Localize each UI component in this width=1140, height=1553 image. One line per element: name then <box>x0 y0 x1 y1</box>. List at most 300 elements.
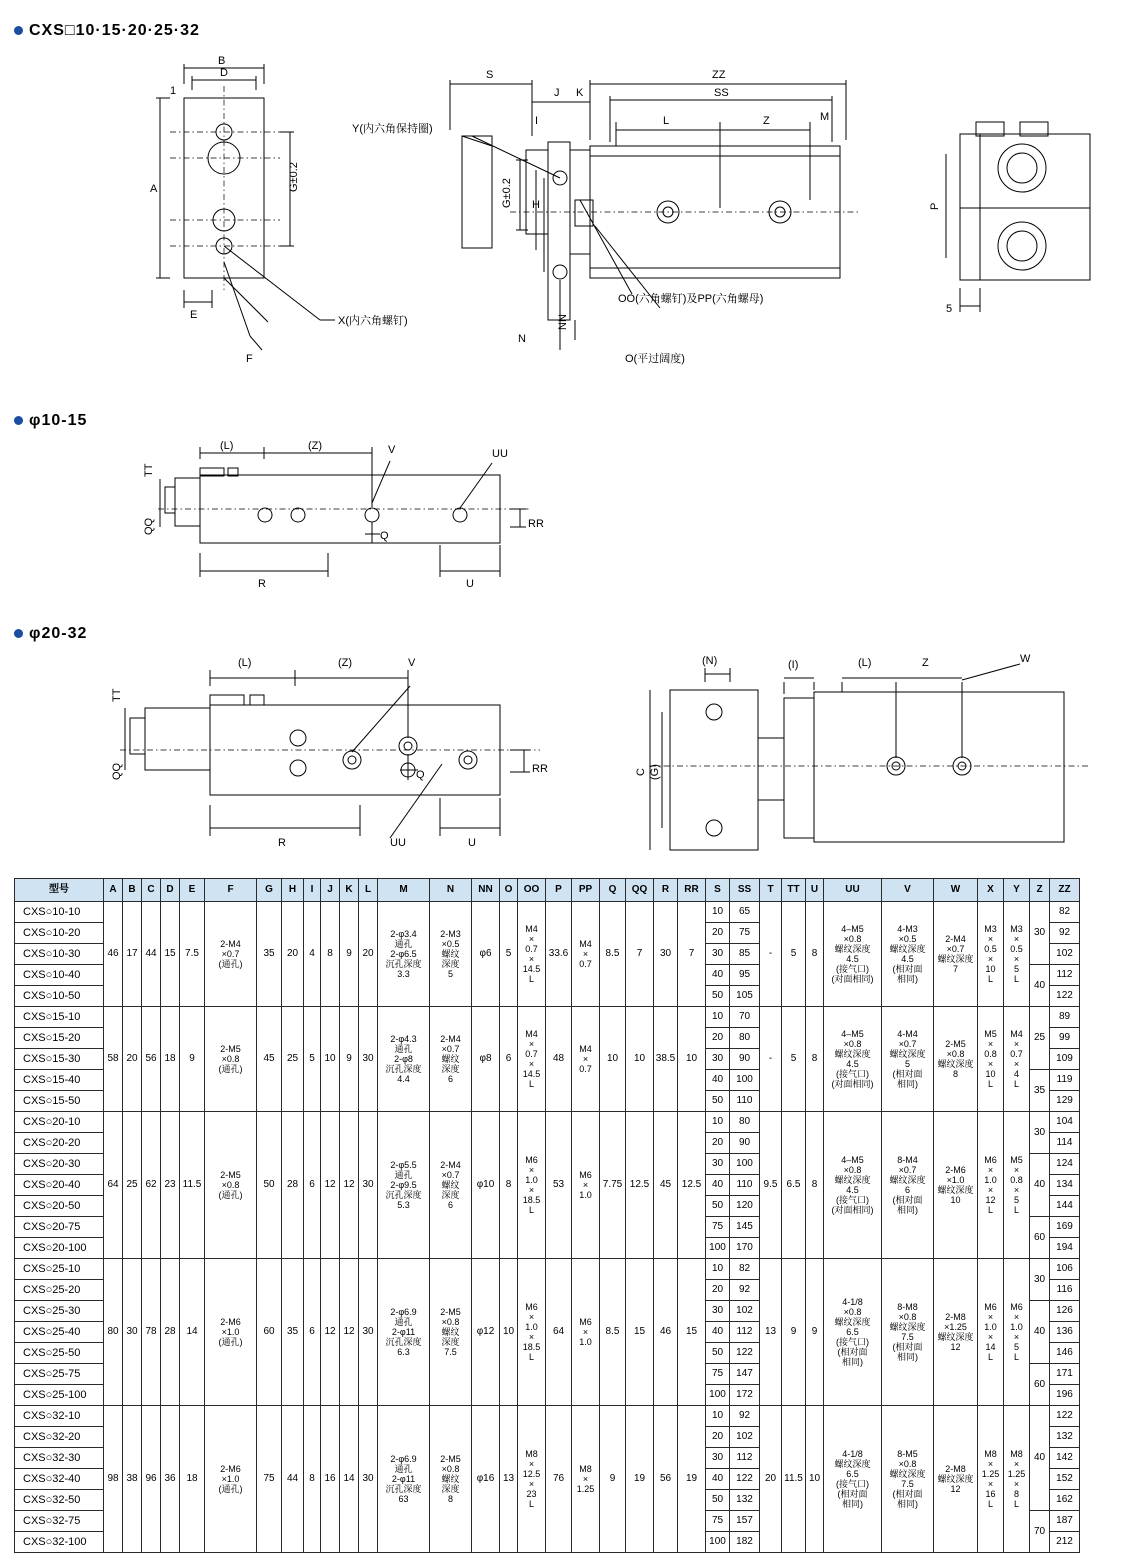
label-O: O(平过阔度) <box>625 353 685 365</box>
cell-zz: 114 <box>1050 1133 1080 1154</box>
cell-ss: 80 <box>730 1028 760 1049</box>
dim-Z2: (Z) <box>338 657 353 669</box>
cell-d: 36 <box>161 1406 180 1553</box>
dim-E: E <box>190 309 198 321</box>
table-row <box>15 902 1080 923</box>
cell-zz: 212 <box>1050 1532 1080 1553</box>
cell-u: 8 <box>806 1007 824 1112</box>
model-code: CXS○20-10 <box>15 1112 104 1133</box>
cell-z: 30 <box>1030 1259 1050 1301</box>
cell-rr: 10 <box>678 1007 706 1112</box>
table-header-e: E <box>180 879 205 902</box>
dim-L3: (L) <box>858 657 872 669</box>
cell-a: 98 <box>104 1406 123 1553</box>
cell-b: 20 <box>123 1007 142 1112</box>
cell-j: 10 <box>321 1007 340 1112</box>
table-header-h: H <box>282 879 304 902</box>
cell-n: 2-M3 ×0.5 螺纹 深度 5 <box>430 902 472 1007</box>
cell-q: 7.75 <box>600 1112 626 1259</box>
cell-l: 30 <box>359 1112 378 1259</box>
cell-zz: 136 <box>1050 1322 1080 1343</box>
cell-v: 8-M8 ×0.8 螺纹深度 7.5 (相对面 相同) <box>882 1259 934 1406</box>
label-OO: OO(六角螺钉)及PP(六角螺母) <box>618 293 764 305</box>
cell-zz: 104 <box>1050 1112 1080 1133</box>
cell-b: 25 <box>123 1112 142 1259</box>
cell-s: 30 <box>706 944 730 965</box>
dim-Q2: Q <box>416 769 425 781</box>
cell-zz: 122 <box>1050 986 1080 1007</box>
cell-q: 8.5 <box>600 1259 626 1406</box>
table-header-j: J <box>321 879 340 902</box>
cell-k: 12 <box>340 1259 359 1406</box>
dim-S: S <box>486 69 494 81</box>
dim-Z: Z <box>763 115 770 127</box>
cell-k: 12 <box>340 1112 359 1259</box>
table-header-qq: QQ <box>626 879 654 902</box>
table-header-ss: SS <box>730 879 760 902</box>
cell-i: 6 <box>304 1112 321 1259</box>
table-header-d: D <box>161 879 180 902</box>
cell-p: 48 <box>546 1007 572 1112</box>
cell-qq: 15 <box>626 1259 654 1406</box>
cell-pp: M8 × 1.25 <box>572 1406 600 1553</box>
cell-s: 40 <box>706 1175 730 1196</box>
cell-tt: 11.5 <box>782 1406 806 1553</box>
cell-l: 20 <box>359 902 378 1007</box>
cell-r: 45 <box>654 1112 678 1259</box>
cell-ss: 112 <box>730 1448 760 1469</box>
model-code: CXS○20-20 <box>15 1133 104 1154</box>
cell-x: M6 × 1.0 × 14 L <box>978 1259 1004 1406</box>
drawing-phi10-15 <box>140 435 660 605</box>
cell-z: 30 <box>1030 1112 1050 1154</box>
model-code: CXS○10-40 <box>15 965 104 986</box>
cell-zz: 162 <box>1050 1490 1080 1511</box>
table-header-o: O <box>500 879 518 902</box>
cell-ss: 70 <box>730 1007 760 1028</box>
model-code: CXS○25-10 <box>15 1259 104 1280</box>
cell-a: 58 <box>104 1007 123 1112</box>
cell-v: 4-M4 ×0.7 螺纹深度 5 (相对面 相同) <box>882 1007 934 1112</box>
cell-s: 75 <box>706 1217 730 1238</box>
drawing-phi20-32 <box>90 650 1110 865</box>
cell-ss: 157 <box>730 1511 760 1532</box>
table-header-a: A <box>104 879 123 902</box>
dim-QQ: QQ <box>143 517 155 535</box>
cell-g: 45 <box>257 1007 282 1112</box>
cell-m: 2-φ3.4 通孔 2-φ6.5 沉孔深度 3.3 <box>378 902 430 1007</box>
cell-uu: 4–M5 ×0.8 螺纹深度 4.5 (接气口) (对面相同) <box>824 1112 882 1259</box>
cell-oo: M4 × 0.7 × 14.5 L <box>518 1007 546 1112</box>
cell-q: 9 <box>600 1406 626 1553</box>
cell-o: 8 <box>500 1112 518 1259</box>
table-header-rr: RR <box>678 879 706 902</box>
table-header-q: Q <box>600 879 626 902</box>
cell-o: 5 <box>500 902 518 1007</box>
cell-l: 30 <box>359 1406 378 1553</box>
dim-G3: (G) <box>649 764 661 780</box>
cell-i: 5 <box>304 1007 321 1112</box>
table-header-r: R <box>654 879 678 902</box>
cell-s: 50 <box>706 986 730 1007</box>
cell-m: 2-φ5.5 通孔 2-φ9.5 沉孔深度 5.3 <box>378 1112 430 1259</box>
cell-x: M3 × 0.5 × 10 L <box>978 902 1004 1007</box>
label-X: X(内六角螺钉) <box>338 315 408 327</box>
cell-s: 10 <box>706 1112 730 1133</box>
section-title-3: φ20-32 <box>14 625 87 643</box>
cell-n: 2-M4 ×0.7 螺纹 深度 6 <box>430 1007 472 1112</box>
spec-table-wrapper <box>14 878 1126 1553</box>
cell-zz: 116 <box>1050 1280 1080 1301</box>
dim-D: D <box>220 67 228 79</box>
dim-C: C <box>635 768 647 776</box>
cell-b: 38 <box>123 1406 142 1553</box>
dim-G2: G±0.2 <box>501 178 513 208</box>
model-code: CXS○25-30 <box>15 1301 104 1322</box>
cell-z: 30 <box>1030 902 1050 965</box>
dim-F: F <box>246 353 253 365</box>
cell-w: 2-M4 ×0.7 螺纹深度 7 <box>934 902 978 1007</box>
cell-ss: 80 <box>730 1112 760 1133</box>
cell-i: 4 <box>304 902 321 1007</box>
cell-a: 46 <box>104 902 123 1007</box>
cell-u: 10 <box>806 1406 824 1553</box>
cell-z: 60 <box>1030 1364 1050 1406</box>
table-header-n: N <box>430 879 472 902</box>
table-header-t: T <box>760 879 782 902</box>
dim-N2: (N) <box>702 655 718 667</box>
cell-zz: 187 <box>1050 1511 1080 1532</box>
cell-y: M6 × 1.0 × 5 L <box>1004 1259 1030 1406</box>
cell-c: 44 <box>142 902 161 1007</box>
cell-s: 100 <box>706 1238 730 1259</box>
cell-v: 8-M5 ×0.8 螺纹深度 7.5 (相对面 相同) <box>882 1406 934 1553</box>
table-row <box>15 1112 1080 1133</box>
table-header-p: P <box>546 879 572 902</box>
table-header-tt: TT <box>782 879 806 902</box>
cell-ss: 82 <box>730 1259 760 1280</box>
cell-zz: 122 <box>1050 1406 1080 1427</box>
table-header-oo: OO <box>518 879 546 902</box>
cell-zz: 92 <box>1050 923 1080 944</box>
cell-s: 20 <box>706 1427 730 1448</box>
dim-SS: SS <box>714 87 729 99</box>
dim-J: J <box>554 87 560 99</box>
cell-s: 30 <box>706 1301 730 1322</box>
dim-I: I <box>535 115 539 127</box>
cell-p: 33.6 <box>546 902 572 1007</box>
cell-v: 4-M3 ×0.5 螺纹深度 4.5 (相对面 相同) <box>882 902 934 1007</box>
cell-w: 2-M6 ×1.0 螺纹深度 10 <box>934 1112 978 1259</box>
table-header-zz: ZZ <box>1050 879 1080 902</box>
dim-R: R <box>258 578 266 590</box>
cell-rr: 7 <box>678 902 706 1007</box>
cell-t: 20 <box>760 1406 782 1553</box>
cell-zz: 109 <box>1050 1049 1080 1070</box>
cell-ss: 132 <box>730 1490 760 1511</box>
model-code: CXS○15-30 <box>15 1049 104 1070</box>
cell-ss: 110 <box>730 1091 760 1112</box>
cell-n: 2-M5 ×0.8 螺纹 深度 7.5 <box>430 1259 472 1406</box>
cell-u: 8 <box>806 1112 824 1259</box>
dim-UU: UU <box>492 448 508 460</box>
model-code: CXS○32-100 <box>15 1532 104 1553</box>
cell-zz: 99 <box>1050 1028 1080 1049</box>
cell-k: 9 <box>340 902 359 1007</box>
cell-ss: 75 <box>730 923 760 944</box>
cell-v: 8-M4 ×0.7 螺纹深度 6 (相对面 相同) <box>882 1112 934 1259</box>
model-code: CXS○32-75 <box>15 1511 104 1532</box>
cell-w: 2-M8 ×1.25 螺纹深度 12 <box>934 1259 978 1406</box>
cell-s: 50 <box>706 1091 730 1112</box>
table-row <box>15 1259 1080 1280</box>
cell-n: 2-M4 ×0.7 螺纹 深度 6 <box>430 1112 472 1259</box>
cell-p: 53 <box>546 1112 572 1259</box>
cell-s: 75 <box>706 1364 730 1385</box>
cell-s: 10 <box>706 902 730 923</box>
cell-uu: 4–M5 ×0.8 螺纹深度 4.5 (接气口) (对面相同) <box>824 902 882 1007</box>
dim-P: P <box>929 202 941 210</box>
table-header-z: Z <box>1030 879 1050 902</box>
cell-d: 18 <box>161 1007 180 1112</box>
cell-p: 64 <box>546 1259 572 1406</box>
cell-y: M8 × 1.25 × 8 L <box>1004 1406 1030 1553</box>
cell-ss: 100 <box>730 1070 760 1091</box>
dim-Z: (Z) <box>308 440 323 452</box>
cell-zz: 144 <box>1050 1196 1080 1217</box>
cell-ss: 95 <box>730 965 760 986</box>
cell-x: M6 × 1.0 × 12 L <box>978 1112 1004 1259</box>
dim-ZZ: ZZ <box>712 69 726 81</box>
cell-s: 20 <box>706 1028 730 1049</box>
cell-s: 100 <box>706 1385 730 1406</box>
model-code: CXS○32-10 <box>15 1406 104 1427</box>
table-header-k: K <box>340 879 359 902</box>
model-code: CXS○25-20 <box>15 1280 104 1301</box>
table-header-s: S <box>706 879 730 902</box>
cell-e: 14 <box>180 1259 205 1406</box>
cell-oo: M8 × 12.5 × 23 L <box>518 1406 546 1553</box>
cell-c: 96 <box>142 1406 161 1553</box>
cell-s: 30 <box>706 1154 730 1175</box>
dim-L2: (L) <box>238 657 252 669</box>
cell-z: 60 <box>1030 1217 1050 1259</box>
cell-zz: 89 <box>1050 1007 1080 1028</box>
cell-x: M5 × 0.8 × 10 L <box>978 1007 1004 1112</box>
cell-ss: 110 <box>730 1175 760 1196</box>
dim-Z3: Z <box>922 657 929 669</box>
cell-z: 40 <box>1030 1406 1050 1511</box>
cell-y: M4 × 0.7 × 4 L <box>1004 1007 1030 1112</box>
cell-f: 2-M6 ×1.0 (通孔) <box>205 1259 257 1406</box>
table-header-g: G <box>257 879 282 902</box>
table-header-c: C <box>142 879 161 902</box>
cell-d: 23 <box>161 1112 180 1259</box>
model-code: CXS○32-40 <box>15 1469 104 1490</box>
cell-nn: φ16 <box>472 1406 500 1553</box>
cell-zz: 82 <box>1050 902 1080 923</box>
cell-j: 12 <box>321 1112 340 1259</box>
model-code: CXS○32-30 <box>15 1448 104 1469</box>
cell-e: 9 <box>180 1007 205 1112</box>
table-header-nn: NN <box>472 879 500 902</box>
cell-s: 20 <box>706 923 730 944</box>
dim-Q: Q <box>380 530 389 542</box>
cell-ss: 147 <box>730 1364 760 1385</box>
model-code: CXS○10-10 <box>15 902 104 923</box>
dim-5: 5 <box>946 303 953 315</box>
table-header-l: L <box>359 879 378 902</box>
cell-t: 9.5 <box>760 1112 782 1259</box>
cell-ss: 85 <box>730 944 760 965</box>
cell-s: 20 <box>706 1280 730 1301</box>
cell-s: 10 <box>706 1406 730 1427</box>
cell-p: 76 <box>546 1406 572 1553</box>
cell-nn: φ10 <box>472 1112 500 1259</box>
table-header-b: B <box>123 879 142 902</box>
bullet-icon <box>14 629 23 638</box>
cell-uu: 4-1/8 ×0.8 螺纹深度 6.5 (接气口) (相对面 相同) <box>824 1259 882 1406</box>
cell-j: 12 <box>321 1259 340 1406</box>
cell-tt: 5 <box>782 1007 806 1112</box>
cell-zz: 196 <box>1050 1385 1080 1406</box>
cell-zz: 129 <box>1050 1091 1080 1112</box>
dim-I2: (I) <box>788 659 799 671</box>
section-title-2: φ10-15 <box>14 412 87 430</box>
cell-s: 40 <box>706 965 730 986</box>
cell-r: 56 <box>654 1406 678 1553</box>
dim-K: K <box>576 87 584 99</box>
cell-r: 38.5 <box>654 1007 678 1112</box>
table-header-v: V <box>882 879 934 902</box>
bullet-icon <box>14 416 23 425</box>
cell-z: 35 <box>1030 1070 1050 1112</box>
dim-NN: NN <box>557 314 569 330</box>
dim-M: M <box>820 111 830 123</box>
cell-c: 62 <box>142 1112 161 1259</box>
model-code: CXS○20-50 <box>15 1196 104 1217</box>
cell-ss: 170 <box>730 1238 760 1259</box>
cell-s: 10 <box>706 1007 730 1028</box>
cell-s: 30 <box>706 1049 730 1070</box>
cell-ss: 105 <box>730 986 760 1007</box>
cell-m: 2-φ6.9 通孔 2-φ11 沉孔深度 63 <box>378 1406 430 1553</box>
model-code: CXS○10-50 <box>15 986 104 1007</box>
cell-m: 2-φ4.3 通孔 2-φ8 沉孔深度 4.4 <box>378 1007 430 1112</box>
cell-ss: 120 <box>730 1196 760 1217</box>
cell-r: 46 <box>654 1259 678 1406</box>
table-row <box>15 1007 1080 1028</box>
cell-oo: M6 × 1.0 × 18.5 L <box>518 1259 546 1406</box>
cell-f: 2-M6 ×1.0 (通孔) <box>205 1406 257 1553</box>
cell-f: 2-M5 ×0.8 (通孔) <box>205 1007 257 1112</box>
cell-oo: M6 × 1.0 × 18.5 L <box>518 1112 546 1259</box>
cell-k: 14 <box>340 1406 359 1553</box>
cell-oo: M4 × 0.7 × 14.5 L <box>518 902 546 1007</box>
cell-t: - <box>760 1007 782 1112</box>
cell-ss: 90 <box>730 1133 760 1154</box>
model-code: CXS○32-50 <box>15 1490 104 1511</box>
table-header-x: X <box>978 879 1004 902</box>
cell-o: 10 <box>500 1259 518 1406</box>
cell-pp: M4 × 0.7 <box>572 902 600 1007</box>
model-code: CXS○15-10 <box>15 1007 104 1028</box>
cell-zz: 171 <box>1050 1364 1080 1385</box>
cell-c: 56 <box>142 1007 161 1112</box>
cell-j: 8 <box>321 902 340 1007</box>
dim-RR: RR <box>528 518 544 530</box>
dim-RR2: RR <box>532 763 548 775</box>
cell-j: 16 <box>321 1406 340 1553</box>
cell-zz: 132 <box>1050 1427 1080 1448</box>
cell-s: 10 <box>706 1259 730 1280</box>
cell-ss: 122 <box>730 1469 760 1490</box>
cell-ss: 92 <box>730 1406 760 1427</box>
cell-t: 13 <box>760 1259 782 1406</box>
cell-s: 50 <box>706 1343 730 1364</box>
cell-i: 8 <box>304 1406 321 1553</box>
cell-m: 2-φ6.9 通孔 2-φ11 沉孔深度 6.3 <box>378 1259 430 1406</box>
cell-zz: 102 <box>1050 944 1080 965</box>
cell-f: 2-M4 ×0.7 (通孔) <box>205 902 257 1007</box>
cell-tt: 6.5 <box>782 1112 806 1259</box>
cell-s: 40 <box>706 1322 730 1343</box>
dim-H: H <box>532 199 540 211</box>
cell-k: 9 <box>340 1007 359 1112</box>
table-header-row <box>15 879 1080 902</box>
cell-qq: 12.5 <box>626 1112 654 1259</box>
cell-pp: M6 × 1.0 <box>572 1112 600 1259</box>
table-header-y: Y <box>1004 879 1030 902</box>
model-code: CXS○15-50 <box>15 1091 104 1112</box>
cell-t: - <box>760 902 782 1007</box>
cell-zz: 124 <box>1050 1154 1080 1175</box>
cell-s: 50 <box>706 1490 730 1511</box>
cell-zz: 134 <box>1050 1175 1080 1196</box>
cell-z: 25 <box>1030 1007 1050 1070</box>
drawing-cxs-main <box>120 50 1120 390</box>
dim-B: B <box>218 55 226 67</box>
cell-s: 75 <box>706 1511 730 1532</box>
cell-a: 80 <box>104 1259 123 1406</box>
cell-zz: 106 <box>1050 1259 1080 1280</box>
cell-s: 50 <box>706 1196 730 1217</box>
cell-x: M8 × 1.25 × 16 L <box>978 1406 1004 1553</box>
label-Y: Y(内六角保持圈) <box>352 123 433 135</box>
table-header-m: M <box>378 879 430 902</box>
cell-qq: 19 <box>626 1406 654 1553</box>
cell-uu: 4-1/8 螺纹深度 6.5 (接气口) (相对面 相同) <box>824 1406 882 1553</box>
table-header-pp: PP <box>572 879 600 902</box>
cell-ss: 102 <box>730 1427 760 1448</box>
model-code: CXS○25-40 <box>15 1322 104 1343</box>
cell-qq: 7 <box>626 902 654 1007</box>
cell-d: 15 <box>161 902 180 1007</box>
model-code: CXS○20-100 <box>15 1238 104 1259</box>
cell-zz: 112 <box>1050 965 1080 986</box>
cell-zz: 146 <box>1050 1343 1080 1364</box>
cell-tt: 9 <box>782 1259 806 1406</box>
cell-tt: 5 <box>782 902 806 1007</box>
cell-zz: 142 <box>1050 1448 1080 1469</box>
cell-h: 28 <box>282 1112 304 1259</box>
cell-g: 75 <box>257 1406 282 1553</box>
cell-e: 7.5 <box>180 902 205 1007</box>
dim-QQ2: QQ <box>111 762 123 780</box>
cell-l: 30 <box>359 1007 378 1112</box>
cell-pp: M4 × 0.7 <box>572 1007 600 1112</box>
cell-n: 2-M5 ×0.8 螺纹 深度 8 <box>430 1406 472 1553</box>
